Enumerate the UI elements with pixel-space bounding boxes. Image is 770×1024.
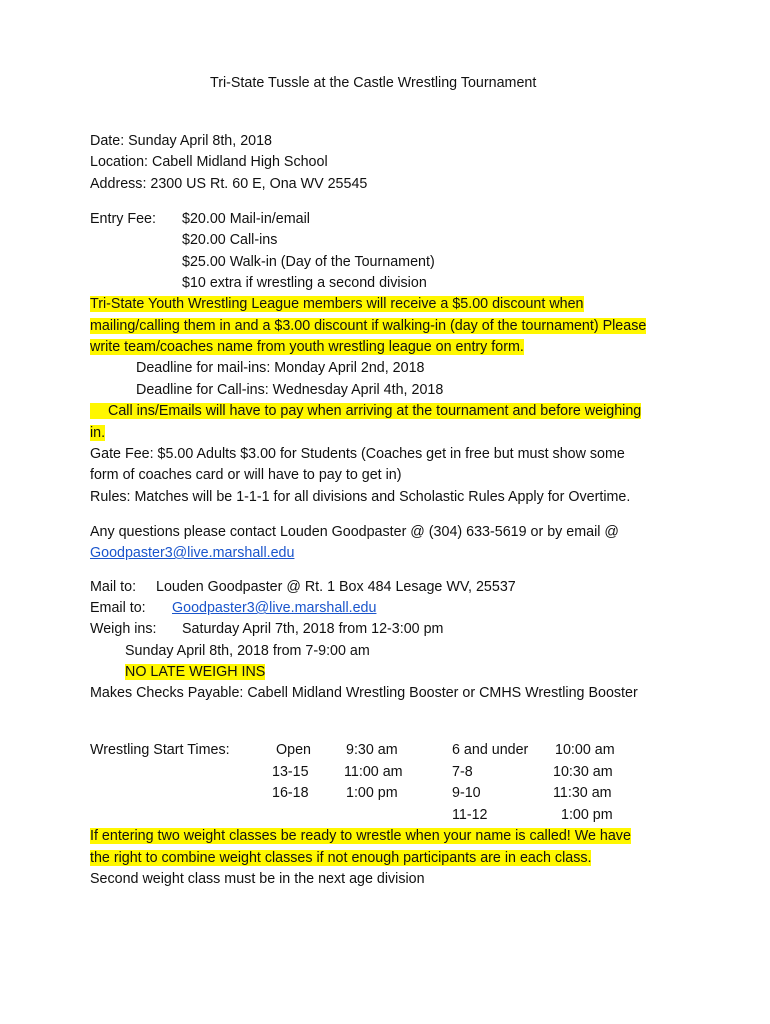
league-discount-note: write team/coaches name from youth wrestling league on entry form. xyxy=(90,339,524,355)
start-time-division: 13-15 xyxy=(272,764,309,780)
checks-payable-line: Makes Checks Payable: Cabell Midland Wrestling Booster or CMHS Wrestling Booster xyxy=(90,685,638,701)
second-class-line: Second weight class must be in the next age division xyxy=(90,871,425,887)
mail-to-label: Mail to: xyxy=(90,579,137,595)
weigh-ins-label: Weigh ins: xyxy=(90,621,157,637)
start-time-value: 1:00 pm xyxy=(561,807,613,823)
document-title: Tri-State Tussle at the Castle Wrestling Tournament xyxy=(210,75,537,91)
entry-fee-line: $10 extra if wrestling a second division xyxy=(182,275,427,291)
weigh-ins-saturday: Saturday April 7th, 2018 from 12-3:00 pm xyxy=(182,621,444,637)
rules-line: Rules: Matches will be 1-1-1 for all divisions and Scholastic Rules Apply for Overtime. xyxy=(90,489,631,505)
entry-fee-line: $20.00 Call-ins xyxy=(182,232,278,248)
questions-line: Any questions please contact Louden Goodpaster @ (304) 633-5619 or by email @ xyxy=(90,524,619,540)
start-time-division: Open xyxy=(276,742,311,758)
email-to-label: Email to: xyxy=(90,600,146,616)
start-time-value: 11:30 am xyxy=(553,785,612,801)
two-weight-classes-note: If entering two weight classes be ready to wrestle when your name is called! We have xyxy=(90,828,631,844)
location-line: Location: Cabell Midland High School xyxy=(90,154,328,170)
mail-to-address: Louden Goodpaster @ Rt. 1 Box 484 Lesage WV, 25537 xyxy=(156,579,516,595)
start-time-division: 6 and under xyxy=(452,742,529,758)
email-to-link[interactable]: Goodpaster3@live.marshall.edu xyxy=(172,600,377,616)
address-line: Address: 2300 US Rt. 60 E, Ona WV 25545 xyxy=(90,176,368,192)
two-weight-classes-note: the right to combine weight classes if not enough participants are in each class. xyxy=(90,850,592,866)
payment-note: Call ins/Emails will have to pay when arriving at the tournament and before weighing xyxy=(90,403,641,419)
weigh-ins-sunday: Sunday April 8th, 2018 from 7-9:00 am xyxy=(125,643,370,659)
start-times-label: Wrestling Start Times: xyxy=(90,742,230,758)
start-time-value: 1:00 pm xyxy=(346,785,398,801)
gate-fee-line: form of coaches card or will have to pay to get in) xyxy=(90,467,402,483)
start-time-division: 16-18 xyxy=(272,785,309,801)
mail-in-deadline: Deadline for mail-ins: Monday April 2nd, 2018 xyxy=(136,360,425,376)
start-time-value: 10:30 am xyxy=(553,764,613,780)
start-time-value: 9:30 am xyxy=(346,742,398,758)
no-late-weigh-ins: NO LATE WEIGH INS xyxy=(125,664,266,680)
contact-email-link[interactable]: Goodpaster3@live.marshall.edu xyxy=(90,545,295,561)
start-time-value: 10:00 am xyxy=(555,742,615,758)
gate-fee-line: Gate Fee: $5.00 Adults $3.00 for Students (Coaches get in free but must show some xyxy=(90,446,625,462)
start-time-division: 7-8 xyxy=(452,764,473,780)
payment-note: in. xyxy=(90,425,106,441)
entry-fee-line: $25.00 Walk-in (Day of the Tournament) xyxy=(182,254,435,270)
date-line: Date: Sunday April 8th, 2018 xyxy=(90,133,273,149)
entry-fee-line: $20.00 Mail-in/email xyxy=(182,211,310,227)
entry-fee-label: Entry Fee: xyxy=(90,211,156,227)
league-discount-note: mailing/calling them in and a $3.00 discount if walking-in (day of the tournament) Please xyxy=(90,318,647,334)
start-time-division: 11-12 xyxy=(452,807,488,823)
call-in-deadline: Deadline for Call-ins: Wednesday April 4th, 2018 xyxy=(136,382,444,398)
league-discount-note: Tri-State Youth Wrestling League members will receive a $5.00 discount when xyxy=(90,296,584,312)
start-time-value: 11:00 am xyxy=(344,764,403,780)
start-time-division: 9-10 xyxy=(452,785,481,801)
